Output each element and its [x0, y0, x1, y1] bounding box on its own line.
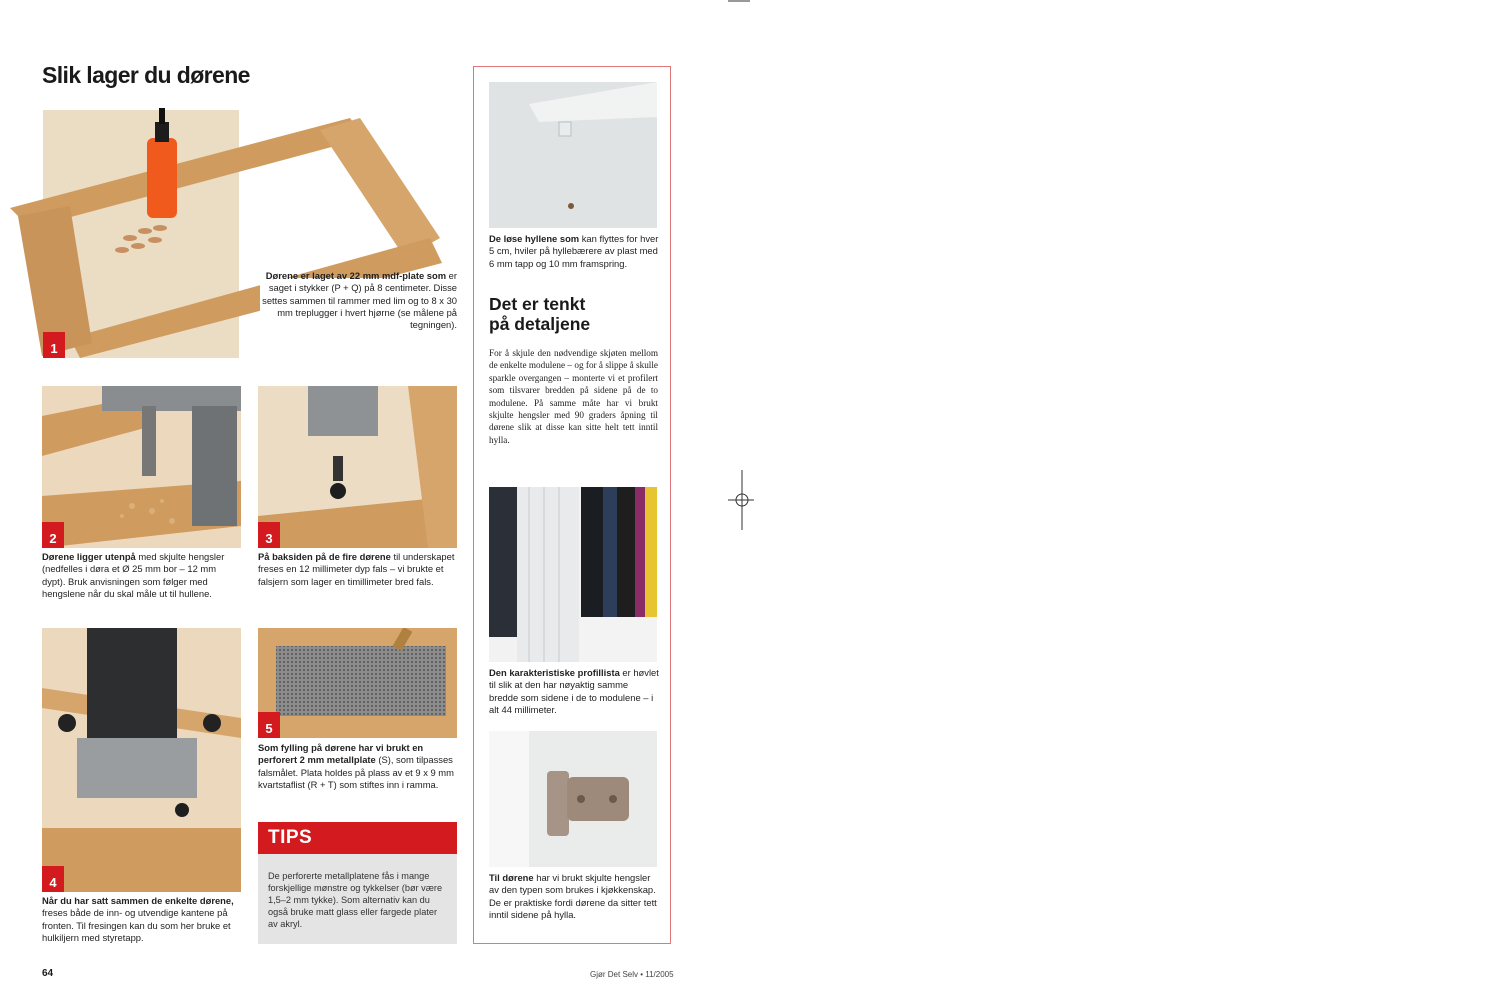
photo-step-5 [258, 628, 457, 738]
caption-shelf-text: kan flyttes for hver 5 cm, hviler på hyllebærere av plast med 6 mm tapp og 10 mm framspring. [489, 233, 659, 269]
caption-step-3 [258, 551, 458, 588]
step-badge-1: 1 [43, 332, 65, 358]
caption-shelf-support [489, 233, 659, 270]
caption-profile-bold: Den karakteristiske profillista [489, 667, 620, 678]
caption-step-4 [42, 895, 242, 944]
caption-step-5-text: (S), som tilpasses falsmålet. Plata holdes på plass av et 9 x 9 mm kvartstaflist (R + T) som stiftes inn i ramma. [258, 754, 454, 790]
sidebar-heading-line2: på detaljene [489, 314, 591, 334]
photo-step-2 [42, 386, 241, 548]
photo-hinge [489, 731, 657, 867]
caption-step-2-text: med skjulte hengsler (nedfelles i døra et Ø 25 mm bor – 12 mm dypt). Bruk anvisningen som følger med hengslene når du skal måle ut til hullene. [42, 551, 225, 599]
photo-shelf-support [489, 82, 657, 228]
step-badge-3: 3 [258, 522, 280, 548]
caption-step-1-bold: Dørene er laget av 22 mm mdf-plate som [265, 270, 447, 281]
tips-heading: TIPS [258, 822, 457, 854]
magazine-footer: Gjør Det Selv • 11/2005 [590, 970, 674, 979]
caption-step-2 [42, 551, 242, 600]
sidebar-heading [489, 294, 659, 334]
page-number: 64 [42, 968, 54, 979]
photo-step-3 [258, 386, 457, 548]
caption-step-3-text: til underskapet freses en 12 millimeter dyp fals – vi brukte et falsjern som lager en timillimeter bred fals. [258, 551, 455, 587]
caption-step-5-bold: Som fylling på dørene har vi brukt en perforert 2 mm metallplate [258, 742, 424, 766]
registration-mark [728, 470, 758, 530]
caption-hinge-bold: Til dørene [489, 872, 534, 883]
photo-profile-strip [489, 487, 657, 662]
caption-step-5 [258, 742, 458, 791]
caption-step-1 [258, 270, 457, 331]
photo-step-4 [42, 628, 241, 892]
page-title: Slik lager du dørene [42, 62, 250, 88]
step-badge-2: 2 [42, 522, 64, 548]
caption-step-4-text: freses både de inn- og utvendige kantene på fronten. Til fresingen kan du som her bruke et hulkiljern med styretapp. [42, 907, 231, 943]
sidebar-heading-line1: Det er tenkt [489, 294, 586, 314]
caption-step-2-bold: Dørene ligger utenpå [42, 551, 136, 562]
caption-step-1-text: er saget i stykker (P + Q) på 8 centimeter. Disse settes sammen til rammer med lim og to 8 x 30 mm treplugger i hvert hjørne (se målene på tegningen). [262, 270, 457, 331]
step-badge-5: 5 [258, 712, 280, 738]
caption-hinge [489, 872, 659, 921]
print-mark-top [728, 0, 750, 2]
step-badge-4: 4 [42, 866, 64, 892]
caption-hinge-text: har vi brukt skjulte hengsler av den typen som brukes i kjøkkenskap. De er praktiske fordi dørene da sitter tett inntil sidene på hylla. [489, 872, 657, 920]
caption-step-4-bold: Når du har satt sammen de enkelte dørene, [42, 895, 234, 906]
sidebar-body-text: For å skjule den nødvendige skjøten mellom de enkelte modulene – og for å slippe å skulle sparkle overgangen – monterte vi et profilert som tilsvarer bredden på sidene på de to modulene. På samme måte har vi brukt skjulte hengsler med 90 graders åpning til dørene slik at disse kan sitte helt tett inntil hylla. [489, 348, 658, 445]
caption-step-3-bold: På baksiden på de fire dørene [258, 551, 391, 562]
tips-text: De perforerte metallplatene fås i mange forskjellige mønstre og tykkelser (bør være 1,5–2 mm tykke). Som alternativ kan du også bruke matt glass eller fargede plater av akryl. [258, 854, 457, 944]
caption-profile-text: er høvlet til slik at den har nøyaktig samme bredde som sidene i de to modulene – i alt 44 millimeter. [489, 667, 659, 715]
caption-profile-strip [489, 667, 659, 716]
caption-shelf-bold: De løse hyllene som [489, 233, 580, 244]
